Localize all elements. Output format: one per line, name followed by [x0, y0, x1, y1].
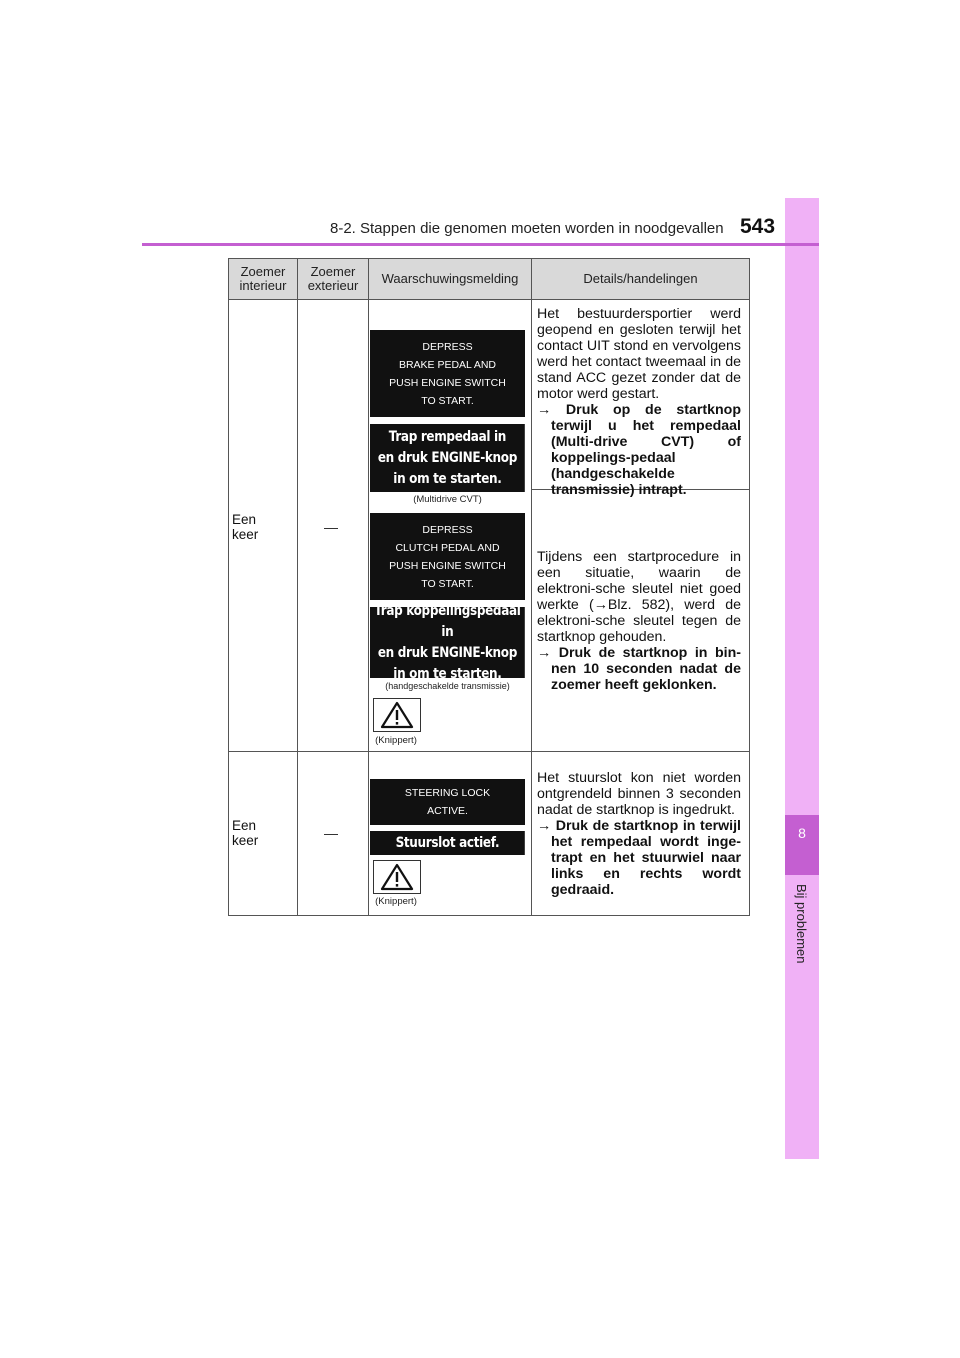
row2-exterior-dash: [324, 834, 338, 835]
warning-indicator-row2: [373, 860, 421, 894]
message-display-steering-en: STEERING LOCK ACTIVE.: [370, 779, 525, 825]
row1-exterior-dash: [324, 528, 338, 529]
warning-triangle-icon: [374, 699, 420, 731]
message-display-brake-nl: Trap rempedaal in en druk ENGINE-knop in om te starten.: [370, 424, 525, 492]
message-display-steering-nl: Stuurslot actief.: [370, 831, 525, 855]
warning-triangle-icon: [374, 861, 420, 893]
detail-text-door: Het bestuurdersportier werd geopend en gesloten terwijl het contact UIT stond en vervolgens werd het contact tweemaal in de stand ACC gezet zonder dat de motor werd gestart. → Druk op de startknop terwijl u het rempedaal (Multi-drive CVT) of koppelings-pedaal (handgeschakelde transmissie) intrapt.: [537, 306, 741, 498]
chapter-label: Bij problemen: [794, 884, 809, 964]
warning-table: [228, 258, 750, 916]
blink-caption-row1: (Knippert): [375, 735, 417, 746]
message-display-clutch-en: DEPRESS CLUTCH PEDAL AND PUSH ENGINE SWITCH TO START.: [370, 513, 525, 600]
page-number: 543: [740, 215, 776, 238]
row1-interior-buzzer: Een keer: [232, 512, 259, 542]
message-display-clutch-nl: Trap koppelingspedaal in en druk ENGINE-knop in om te starten.: [370, 607, 525, 678]
chapter-number: 8: [798, 825, 806, 841]
message-display-brake-en: DEPRESS BRAKE PEDAL AND PUSH ENGINE SWITCH TO START.: [370, 330, 525, 417]
section-title: 8-2. Stappen die genomen moeten worden in noodgevallen: [330, 220, 724, 237]
caption-manual-transmission: (handgeschakelde transmissie): [385, 681, 510, 691]
column-header-interior: Zoemer interieur: [239, 264, 287, 293]
chapter-side-tab: [785, 198, 819, 1159]
blink-caption-row2: (Knippert): [375, 896, 417, 907]
caption-multidrive: (Multidrive CVT): [413, 494, 482, 505]
column-header-exterior: Zoemer exterieur: [307, 264, 359, 293]
column-header-details: Details/handelingen: [583, 271, 698, 286]
detail-text-electronic-key: Tijdens een startprocedure in een situatie, waarin de elektroni-sche sleutel niet goed werkte (→Blz. 582), werd de elektroni-sche sleutel tegen de startknop gehouden. → Druk de startknop in bin-nen 10 seconden nadat de zoemer heeft geklonken.: [537, 549, 741, 693]
detail-text-steering-lock: Het stuurslot kon niet worden ontgrendeld binnen 3 seconden nadat de startknop is ingedrukt. → Druk de startknop in terwijl het rempedaal wordt inge-trapt en het stuurwiel naar links en rechts wordt gedraaid.: [537, 770, 741, 898]
header-rule: [142, 243, 819, 246]
row2-interior-buzzer: Een keer: [232, 818, 259, 848]
warning-indicator-row1: [373, 698, 421, 732]
chapter-number-box: [785, 815, 819, 875]
column-header-message: Waarschuwingsmelding: [381, 271, 519, 286]
